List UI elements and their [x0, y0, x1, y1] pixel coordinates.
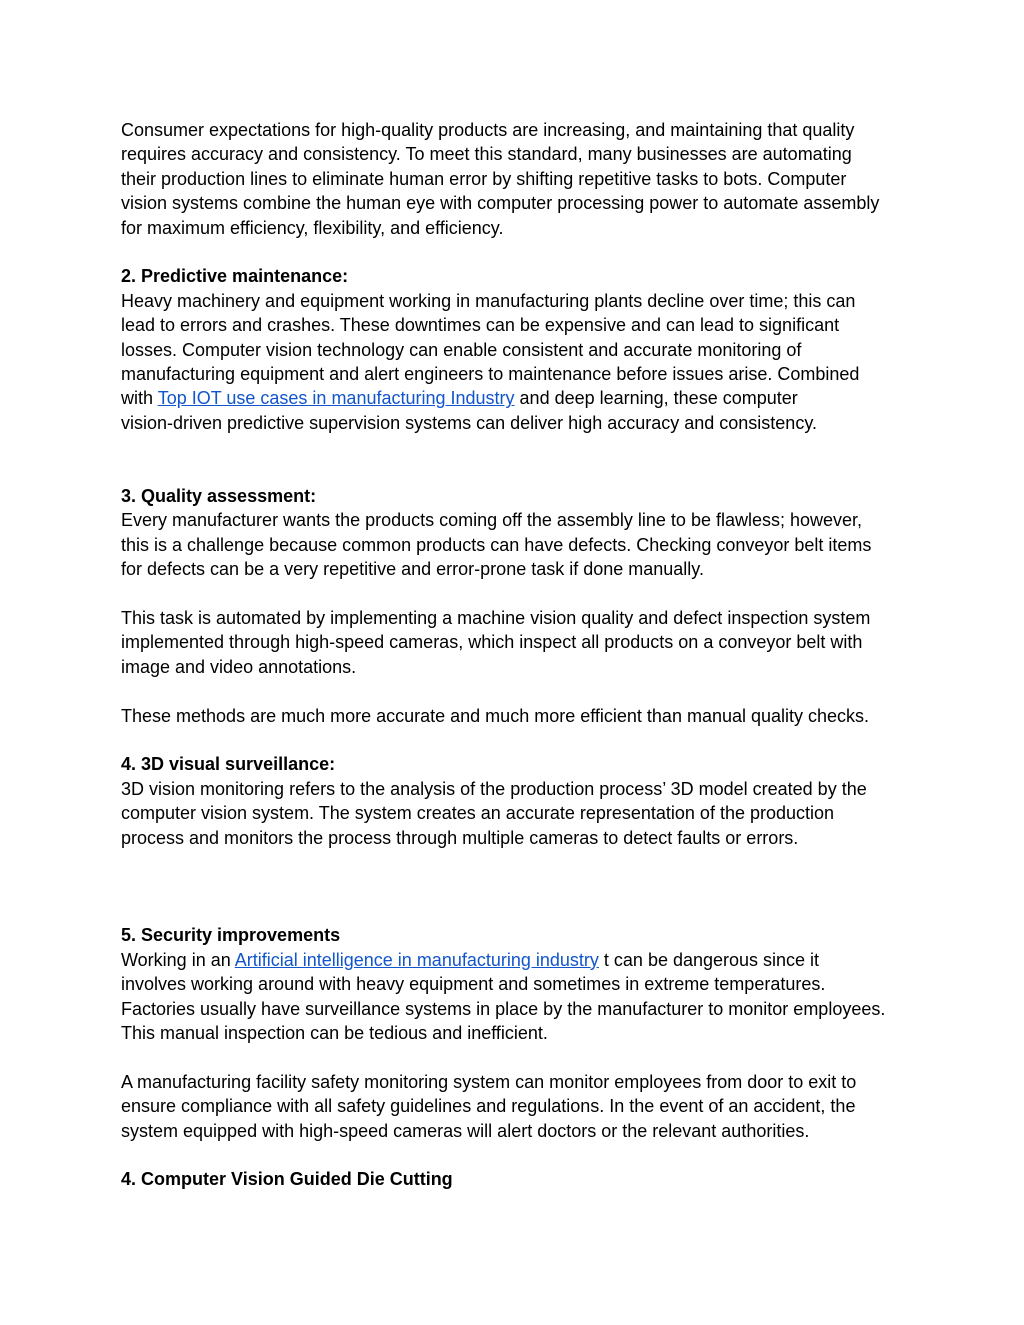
section-predictive-maintenance [121, 264, 921, 435]
paragraph-line: lead to errors and crashes. These downtimes can be expensive and can lead to significant [121, 315, 840, 336]
paragraph-line: losses. Computer vision technology can enable consistent and accurate monitoring of [121, 339, 802, 360]
intro-line: their production lines to eliminate human error by shifting repetitive tasks to bots. Computer [121, 168, 847, 189]
paragraph-line: computer vision system. The system creates an accurate representation of the production [121, 803, 835, 824]
section-quality-assessment [121, 484, 921, 728]
paragraph-line: vision-driven predictive supervision systems can deliver high accuracy and consistency. [121, 412, 817, 433]
section-heading: 4. Computer Vision Guided Die Cutting [121, 1169, 453, 1190]
paragraph-line: This manual inspection can be tedious and inefficient. [121, 1022, 548, 1043]
paragraph-line: Heavy machinery and equipment working in manufacturing plants decline over time; this can [121, 290, 856, 311]
text-before-link: with [121, 388, 158, 409]
paragraph-line: this is a challenge because common products can have defects. Checking conveyor belt items [121, 534, 872, 555]
intro-line: requires accuracy and consistency. To meet this standard, many businesses are automating [121, 144, 852, 165]
paragraph-line: This task is automated by implementing a machine vision quality and defect inspection system [121, 608, 871, 629]
text-before-link: Working in an [121, 949, 235, 970]
paragraph-line: image and video annotations. [121, 656, 357, 677]
paragraph-line: These methods are much more accurate and much more efficient than manual quality checks. [121, 705, 870, 726]
paragraph-line-with-link [121, 948, 921, 972]
paragraph-line: implemented through high-speed cameras, which inspect all products on a conveyor belt with [121, 632, 863, 653]
section-heading: 4. 3D visual surveillance: [121, 754, 336, 775]
paragraph-line: involves working around with heavy equipment and sometimes in extreme temperatures. [121, 974, 826, 995]
text-after-link: and deep learning, these computer [514, 388, 798, 409]
section-die-cutting [121, 1167, 921, 1191]
iot-use-cases-link[interactable]: Top IOT use cases in manufacturing Industry [157, 388, 515, 409]
text-after-link: t can be dangerous since it [598, 949, 820, 970]
paragraph-line-with-link [121, 386, 921, 410]
paragraph-line: manufacturing equipment and alert engineers to maintenance before issues arise. Combined [121, 364, 860, 385]
paragraph-line: Every manufacturer wants the products coming off the assembly line to be flawless; however, [121, 510, 863, 531]
section-heading: 2. Predictive maintenance: [121, 266, 349, 287]
ai-in-manufacturing-link[interactable]: Artificial intelligence in manufacturing industry [234, 949, 599, 970]
paragraph-line: ensure compliance with all safety guidelines and regulations. In the event of an accident, the [121, 1096, 856, 1117]
paragraph-line: 3D vision monitoring refers to the analysis of the production process’ 3D model created by the [121, 778, 867, 799]
paragraph-line: process and monitors the process through multiple cameras to detect faults or errors. [121, 827, 799, 848]
paragraph-line: system equipped with high-speed cameras will alert doctors or the relevant authorities. [121, 1120, 810, 1141]
intro-line: vision systems combine the human eye with computer processing power to automate assembly [121, 193, 880, 214]
paragraph-line: Factories usually have surveillance systems in place by the manufacturer to monitor employees. [121, 998, 886, 1019]
document-page [121, 118, 921, 1192]
intro-paragraph [121, 118, 921, 240]
intro-line: Consumer expectations for high-quality products are increasing, and maintaining that quality [121, 120, 855, 140]
paragraph-line: A manufacturing facility safety monitoring system can monitor employees from door to exit to [121, 1071, 857, 1092]
section-heading: 3. Quality assessment: [121, 486, 317, 507]
paragraph-line: for defects can be a very repetitive and error-prone task if done manually. [121, 559, 704, 580]
section-heading: 5. Security improvements [121, 925, 341, 946]
section-security-improvements [121, 923, 921, 1143]
section-3d-visual-surveillance [121, 752, 921, 850]
intro-line: for maximum efficiency, flexibility, and efficiency. [121, 217, 504, 238]
